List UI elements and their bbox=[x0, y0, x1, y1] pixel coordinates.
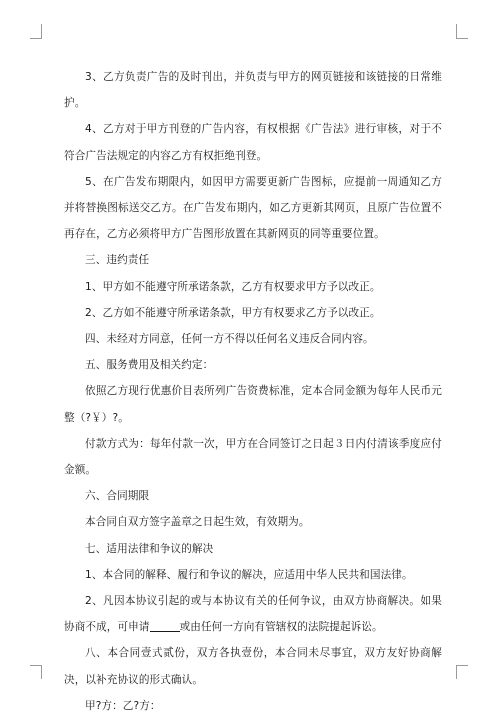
law-clause-2 bbox=[64, 588, 442, 640]
section-heading-fees: 五、服务费用及相关约定： bbox=[85, 359, 214, 372]
signature-line: 甲?方：乙?方： bbox=[85, 699, 161, 712]
liability-clause-1: 1、甲方如不能遵守所承诺条款，乙方有权要求甲方予以改正。 bbox=[85, 280, 381, 293]
arbitration-blank bbox=[150, 619, 180, 632]
dispute-text-before: 2、凡因本协议引起的或与本协议有关的任何争议，由双方协商解决。如果协商不成，可申请 bbox=[64, 595, 442, 634]
clause-4-ad-review: 4、乙方对于甲方刊登的广告内容，有权根据《广告法》进行审核，对于不符合广告法规定的内容乙方有权拒绝刊登。 bbox=[64, 123, 442, 162]
clause-3-ad-publishing: 3、乙方负责广告的及时刊出，并负责与甲方的网页链接和该链接的日常维护。 bbox=[64, 71, 442, 110]
liability-clause-2: 2、乙方如不能遵守所承诺条款，甲方有权要求乙方予以改正。 bbox=[85, 306, 381, 319]
law-clause-1: 1、本合同的解释、履行和争议的解决，应适用中华人民共和国法律。 bbox=[85, 568, 413, 581]
section-eight-copies: 八、本合同壹式贰份，双方各执壹份，本合同未尽事宜，双方友好协商解决，以补充协议的形式确认。 bbox=[64, 647, 442, 686]
section-four-consent: 四、未经对方同意，任何一方不得以任何名义违反合同内容。 bbox=[85, 333, 374, 346]
section-heading-liability: 三、违约责任 bbox=[85, 254, 150, 267]
section-heading-term: 六、合同期限 bbox=[85, 490, 150, 503]
payment-method: 付款方式为：每年付款一次，甲方在合同签订之日起３日内付清该季度应付金额。 bbox=[64, 437, 442, 477]
term-clause: 本合同自双方签字盖章之日起生效，有效期为。 bbox=[85, 516, 310, 529]
clause-5-icon-update: 5、在广告发布期限内，如因甲方需要更新广告图标，应提前一周通知乙方并将替换图标送交乙方。在广告发布期内，如乙方更新其网页，且原广告位置不再存在，乙方必须将甲方广告图形放置在其新网页的同等重要位置。 bbox=[64, 175, 442, 241]
fees-amount: 依照乙方现行优惠价目表所列广告资费标准，定本合同金额为每年人民币元整（?￥）?。 bbox=[64, 385, 442, 424]
dispute-text-after: 或由任何一方向有管辖权的法院提起诉讼。 bbox=[179, 621, 383, 634]
document-body bbox=[64, 64, 442, 719]
section-heading-law: 七、适用法律和争议的解决 bbox=[85, 542, 214, 555]
